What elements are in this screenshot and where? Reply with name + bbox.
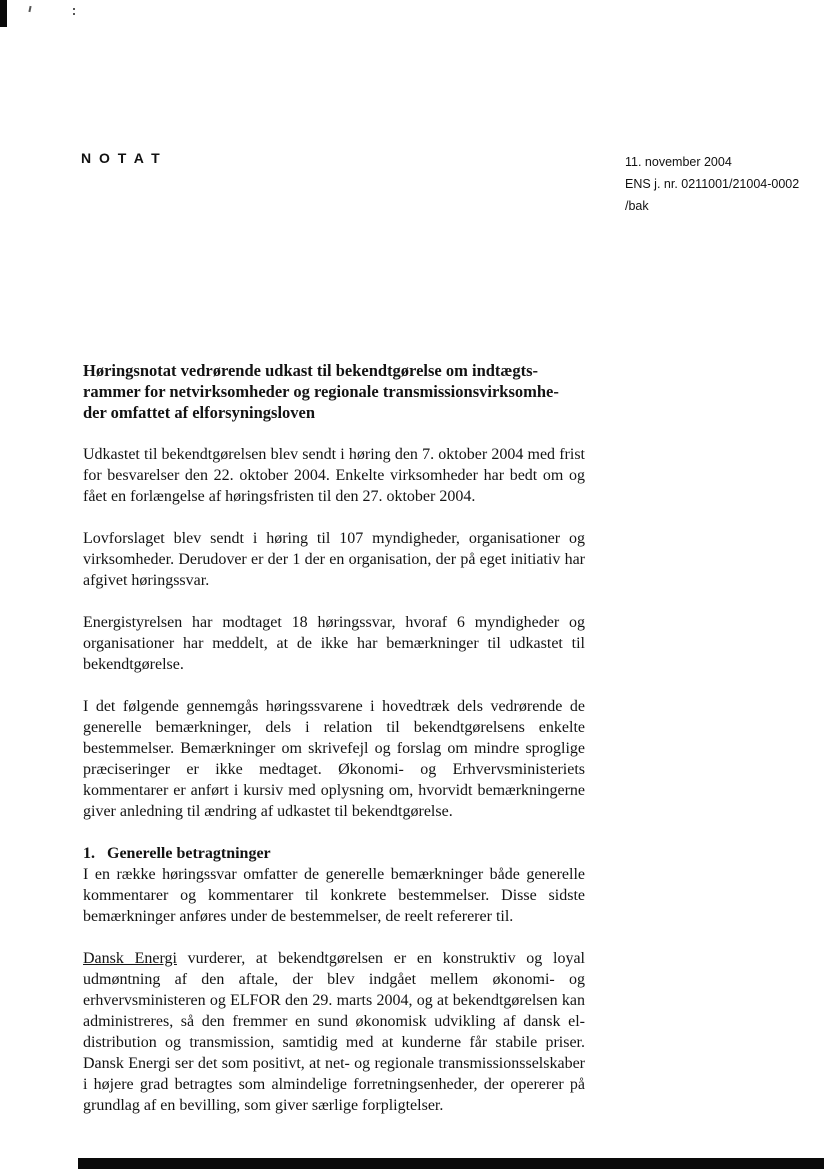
scan-artifact-top-left xyxy=(0,0,7,27)
document-body xyxy=(83,360,585,1137)
paragraph: Udkastet til bekendtgørelsen blev sendt i høring den 7. oktober 2004 med frist for besvarelser den 22. oktober 2004. Enkelte virksomheder har bedt om og fået en forlængelse af høringsfristen til den 27. oktober 2004. xyxy=(83,446,585,505)
section-1-heading xyxy=(83,843,585,864)
meta-initials: /bak xyxy=(625,199,649,213)
paragraph: Lovforslaget blev sendt i høring til 107 myndigheder, organisationer og virksomheder. Derudover er der 1 der en organisation, der på eget initiativ har afgivet høringssvar. xyxy=(83,530,585,589)
document-title-line: Høringsnotat vedrørende udkast til bekendtgørelse om indtægts- xyxy=(83,361,538,380)
scan-artifact-bottom-bar xyxy=(78,1158,824,1169)
paragraph xyxy=(83,948,585,1116)
dansk-energi-reference: Dansk Energi xyxy=(83,950,177,967)
scan-artifact-speck xyxy=(28,6,31,12)
section-1-title: Generelle betragtninger xyxy=(107,845,271,862)
paragraph: I en række høringssvar omfatter de generelle bemærkninger både generelle kommentarer og kommentarer til konkrete bestemmelser. Disse sidste bemærkninger anføres under de bestemmelser, de reelt refererer til. xyxy=(83,866,585,925)
document-title xyxy=(83,360,585,423)
paragraph: I det følgende gennemgås høringssvarene i hovedtræk dels vedrørende de generelle bemærkninger, dels i relation til bekendtgørelsens enkelte bestemmelser. Bemærkninger om skrivefejl og forslag om mindre sproglige præciseringer er ikke medtaget. Økonomi- og Erhvervsministeriets kommentarer er anført i kursiv med oplysning om, hvorvidt bemærkningerne giver anledning til ændring af udkastet til bekendtgørelse. xyxy=(83,698,585,820)
document-meta-block xyxy=(625,151,799,217)
meta-journal-number: ENS j. nr. 0211001/21004-0002 xyxy=(625,177,800,191)
meta-date: 11. november 2004 xyxy=(625,155,732,169)
paragraph: Energistyrelsen har modtaget 18 høringssvar, hvoraf 6 myndigheder og organisationer har meddelt, at de ikke har bemærkninger til udkastet til bekendtgørelse. xyxy=(83,614,585,673)
section-1-number: 1. xyxy=(83,845,95,862)
document-title-line: der omfattet af elforsyningsloven xyxy=(83,403,316,422)
notat-label: N O T A T xyxy=(81,150,162,166)
document-title-line: rammer for netvirksomheder og regionale transmissionsvirksomhe- xyxy=(83,382,559,401)
scan-artifact-speck xyxy=(73,8,75,10)
paragraph-text: vurderer, at bekendtgørelsen er en konstruktiv og loyal udmøntning af den aftale, der blev indgået mellem økonomi- og erhvervsministeren og ELFOR den 29. marts 2004, og at bekendtgørelsen kan administreres, så den fremmer en sund økonomisk udvikling af dansk el-distribution og transmission, samtidig med at kunderne får stabile priser. Dansk Energi ser det som positivt, at net- og regionale transmissionsselskaber i højere grad betragtes som almindelige forretningsenheder, der opererer på grundlag af en bevilling, som giver særlige forpligtelser. xyxy=(83,950,585,1114)
